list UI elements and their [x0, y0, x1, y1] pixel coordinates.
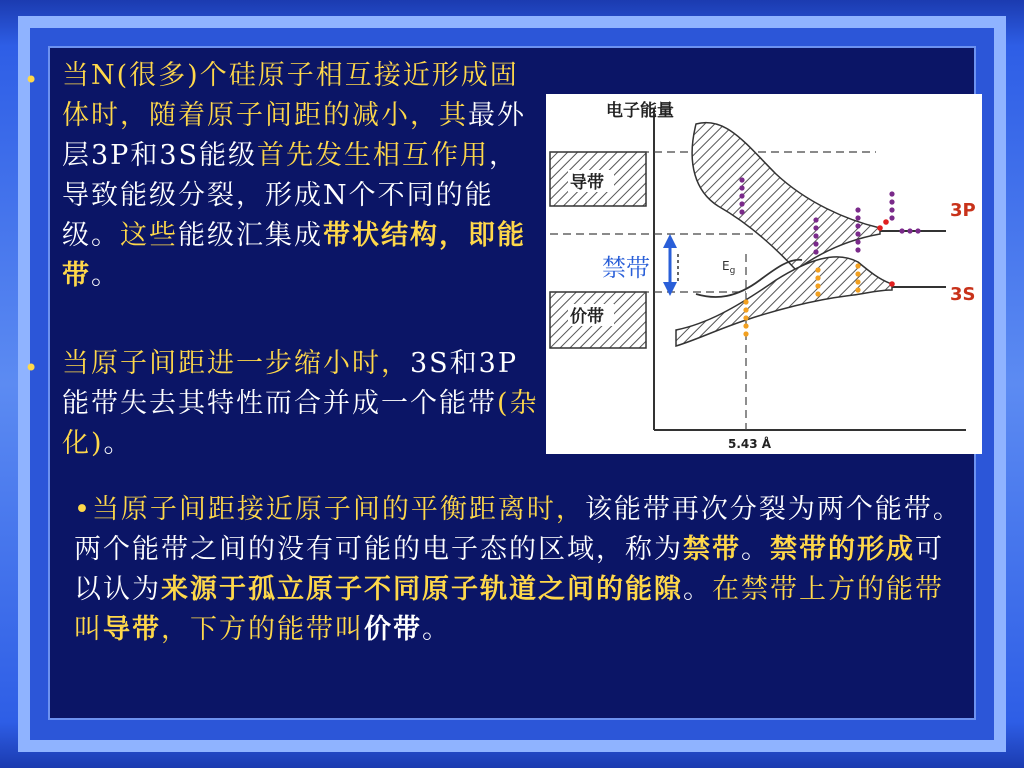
label-3s: 3S: [950, 284, 976, 305]
bullet-1-text: [62, 56, 540, 296]
bullet-1-these: 这些: [120, 220, 178, 251]
bullet-marker-1: •: [24, 66, 39, 94]
bullet-2-text: [62, 344, 540, 464]
purple-state-dots-3p: [889, 191, 920, 233]
conduction-band-label: 导带: [570, 173, 604, 193]
red-state-dots: [877, 219, 895, 287]
bullet-3-period-2: 。: [683, 574, 712, 605]
bullet-2-hybrid: (杂化): [62, 388, 539, 459]
bullet-2-end: 。: [103, 428, 133, 459]
bullet-1-levels: 最外层3P和3S能级: [62, 100, 526, 171]
bullet-3-end: 。: [422, 614, 451, 645]
bullet-1-interaction: 首先发生相互作用: [257, 140, 490, 171]
energy-band-diagram: [546, 94, 982, 454]
band-gap-arrow-up: [663, 234, 677, 248]
bullet-3-conduction: 导带: [103, 614, 161, 645]
upper-band-region: [692, 123, 880, 270]
bullet-marker-3: •: [74, 494, 92, 525]
x-tick-label: 5.43 Å: [728, 437, 772, 451]
bullet-3-gap-formation: 禁带的形成: [770, 534, 915, 565]
bullet-3-above: 在禁带上方的能带叫: [74, 574, 944, 645]
bullet-1-band-structure: 带状结构，即能带: [62, 220, 526, 291]
label-3p: 3P: [950, 200, 976, 221]
bullet-2-merge: 3S和3P能带失去其特性而合并成一个能带: [62, 348, 519, 419]
bullet-3-text: [74, 490, 968, 650]
bullet-1-gather: 能级汇集成: [178, 220, 323, 251]
bullet-3-intro: 当原子间距接近原子间的平衡距离时，: [91, 494, 585, 525]
bullet-3-origin: 来源于孤立原子不同原子轨道之间的能隙: [161, 574, 683, 605]
bullet-3-valence: 价带: [364, 614, 422, 645]
valence-band-label: 价带: [570, 307, 604, 327]
bullet-3-split: 该能带再次分裂为两个能带。两个能带之间的没有可能的电子态的区域，称为: [74, 494, 962, 565]
bullet-3-can-be: 可以认为: [74, 534, 944, 605]
bullet-1-intro: 当N(很多)个硅原子相互接近形成固体时，随着原子间距的减小，其: [62, 60, 519, 131]
bullet-3-period-1: 。: [741, 534, 770, 565]
band-gap-arrow-down: [663, 282, 677, 296]
bullet-3-band-gap: 禁带: [683, 534, 741, 565]
bullet-1-split: ，导致能级分裂，形成N个不同的能级。: [62, 140, 519, 251]
bullet-marker-2: •: [24, 354, 39, 382]
bullet-3-below: ，下方的能带叫: [161, 614, 364, 645]
energy-axis-label: 电子能量: [606, 101, 674, 121]
bullet-1-end: 。: [91, 260, 120, 291]
bullet-2-intro: 当原子间距进一步缩小时，: [62, 348, 410, 379]
eg-label: $E_g$: [722, 259, 736, 276]
band-gap-label: 禁带: [602, 254, 650, 282]
lower-band-region: [676, 257, 892, 346]
